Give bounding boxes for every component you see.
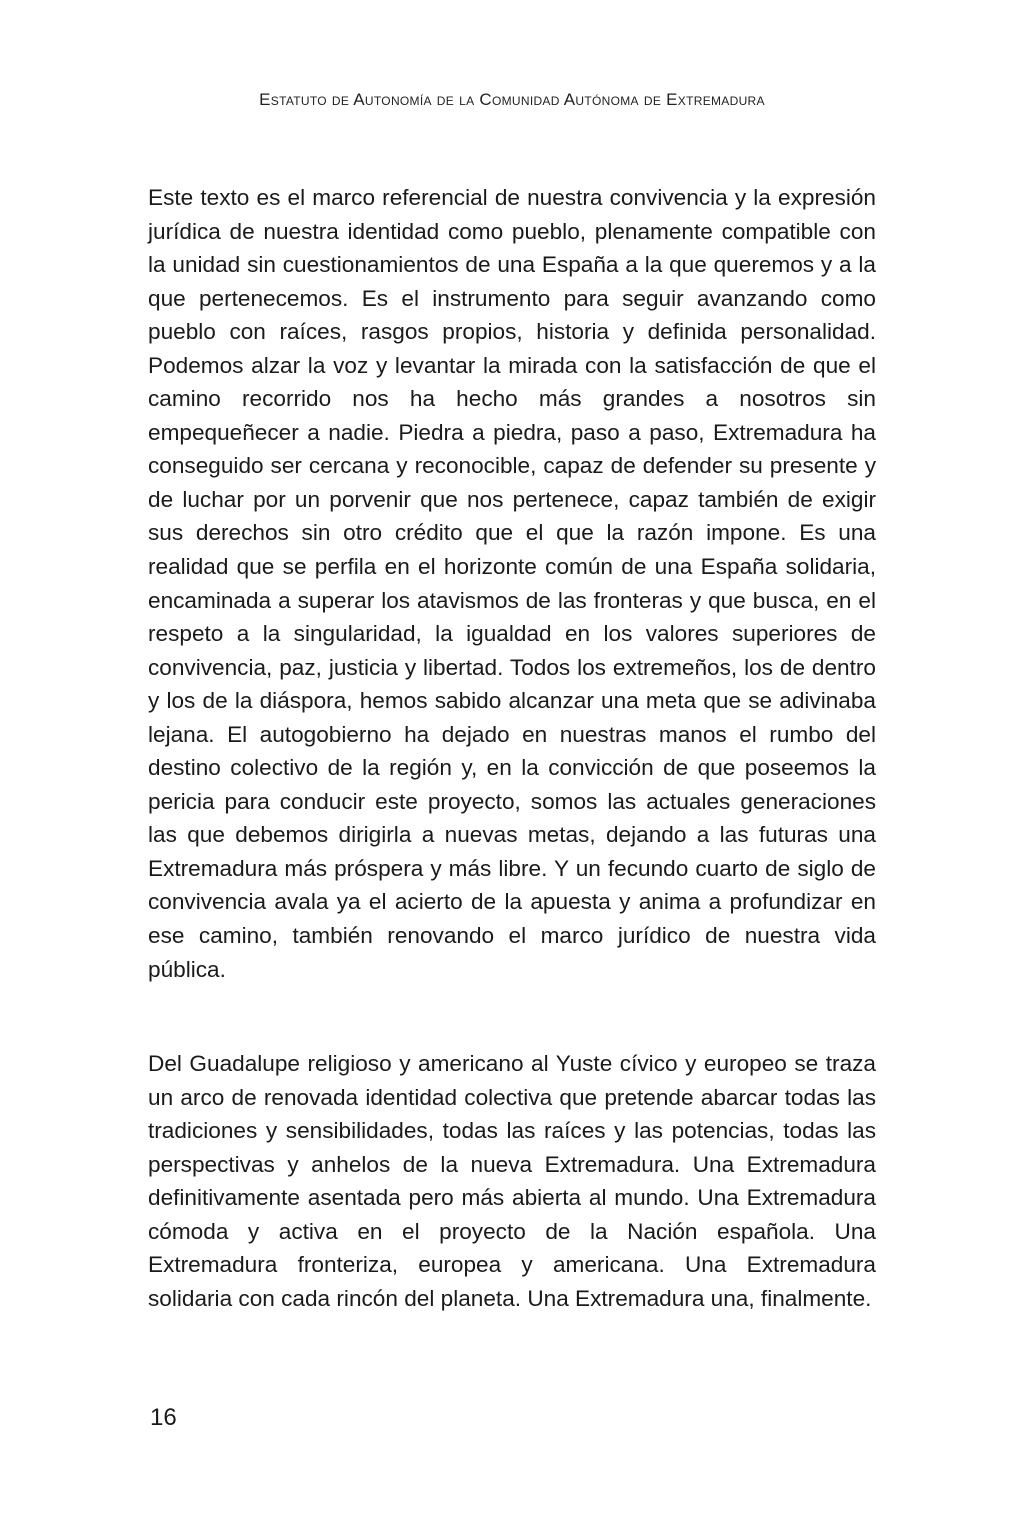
- running-header: Estatuto de Autonomía de la Comunidad Autónoma de Extremadura: [259, 90, 765, 109]
- body-paragraph-2: Del Guadalupe religioso y americano al Yuste cívico y europeo se traza un arco de renovada identidad colectiva que pretende abarcar todas las tradiciones y sensibilidades, todas las raíces y las potencias, todas las perspectivas y anhelos de la nueva Extremadura. Una Extremadura definitivamente asentada pero más abierta al mundo. Una Extremadura cómoda y activa en el proyecto de la Nación española. Una Extremadura fronteriza, europea y americana. Una Extremadura solidaria con cada rincón del planeta. Una Extremadura una, finalmente.: [148, 1051, 876, 1311]
- body-paragraph-1: Este texto es el marco referencial de nuestra convivencia y la expresión jurídica de nuestra identidad como pueblo, plenamente compatible con la unidad sin cuestionamientos de una España a la que queremos y a la que pertenecemos. Es el instrumento para seguir avanzando como pueblo con raíces, rasgos propios, historia y definida personalidad. Podemos alzar la voz y levantar la mirada con la satisfacción de que el camino recorrido nos ha hecho más grandes a nosotros sin empequeñecer a nadie. Piedra a piedra, paso a paso, Extremadura ha conseguido ser cercana y reconocible, capaz de defender su presente y de luchar por un porvenir que nos pertenece, capaz también de exigir sus derechos sin otro crédito que el que la razón impone. Es una realidad que se perfila en el horizonte común de una España solidaria, encaminada a superar los atavismos de las fronteras y que busca, en el respeto a la singularidad, la igualdad en los valores superiores de convivencia, paz, justicia y libertad. Todos los extremeños, los de dentro y los de la diáspora, hemos sabido alcanzar una meta que se adivinaba lejana. El autogobierno ha dejado en nuestras manos el rumbo del destino colectivo de la región y, en la convicción de que poseemos la pericia para conducir este proyecto, somos las actuales generaciones las que debemos dirigirla a nuevas metas, dejando a las futuras una Extremadura más próspera y más libre. Y un fecundo cuarto de siglo de convivencia avala ya el acierto de la apuesta y anima a profundizar en ese camino, también renovando el marco jurídico de nuestra vida pública.: [148, 185, 876, 982]
- page-number: 16: [150, 1404, 177, 1431]
